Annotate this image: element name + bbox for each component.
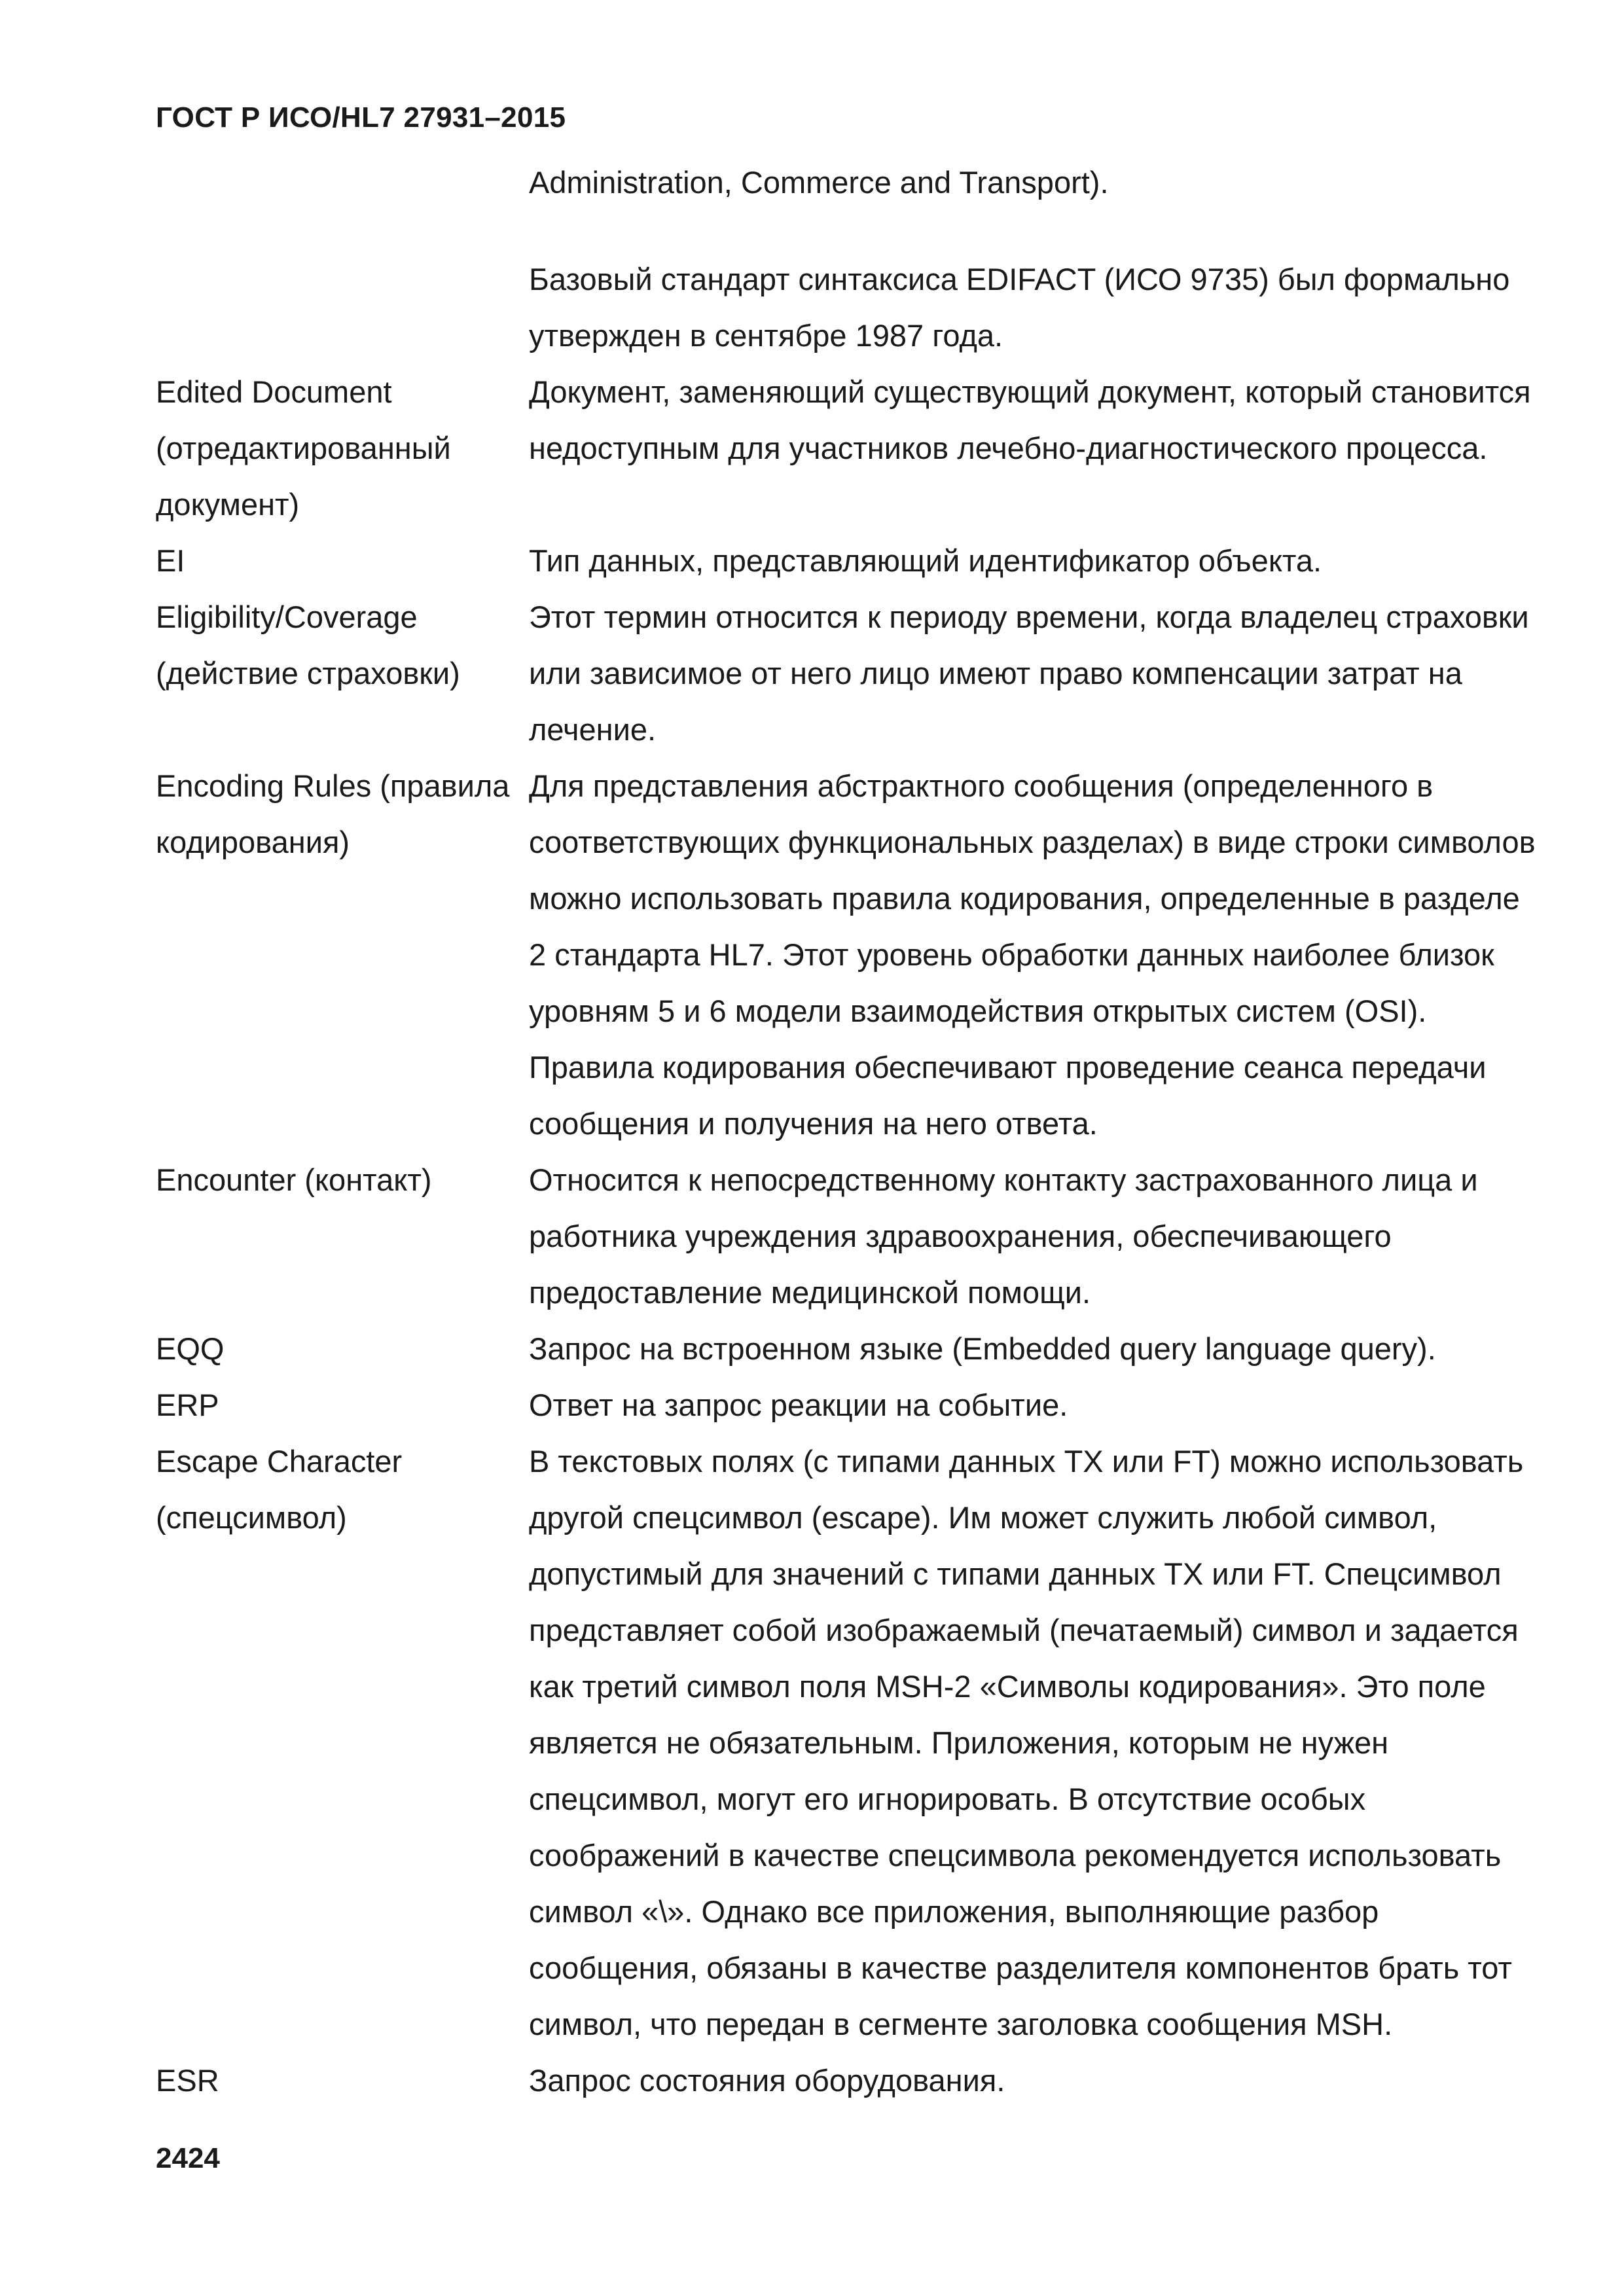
definition-paragraph: Этот термин относится к периоду времени, когда владелец страховки или зависимое от него лицо имеют право компенсации затрат на лечение. <box>529 600 1529 747</box>
glossary-entry-encounter <box>156 1152 1543 1321</box>
glossary-entry-ei <box>156 533 1543 589</box>
glossary-term: ERP <box>156 1388 219 1422</box>
definition-paragraph: Administration, Commerce and Transport). <box>529 165 1109 200</box>
page-header-standard-code: ГОСТ Р ИСО/HL7 27931–2015 <box>156 101 566 134</box>
glossary-definition <box>529 758 1543 1152</box>
definition-paragraph: Запрос состояния оборудования. <box>529 2063 1005 2098</box>
page-number: 2424 <box>156 2142 220 2174</box>
glossary-entry-escape-character <box>156 1433 1543 2053</box>
definition-paragraph: Базовый стандарт синтаксиса EDIFACT (ИСО 9735) был формально утвержден в сентябре 1987 года. <box>529 262 1510 353</box>
glossary-term: Eligibility/Coverage (действие страховки) <box>156 600 460 691</box>
glossary-definition <box>529 1433 1543 2053</box>
glossary-entry-encoding-rules <box>156 758 1543 1152</box>
definition-paragraph: Документ, заменяющий существующий документ, который становится недоступным для участников лечебно-диагностического процесса. <box>529 374 1531 465</box>
glossary-entry-eligibility-coverage <box>156 589 1543 758</box>
glossary-definition <box>529 154 1543 364</box>
definition-paragraph: Для представления абстрактного сообщения (определенного в соответствующих функциональных разделах) в виде строки символов можно использовать правила кодирования, определенные в разделе 2 стандарта HL7. Этот уровень обработки данных наиболее близок уровням 5 и 6 модели взаимодействия открытых систем (OSI). Правила кодирования обеспечивают проведение сеанса передачи сообщения и получения на него ответа. <box>529 768 1536 1141</box>
glossary-term: EQQ <box>156 1331 225 1366</box>
glossary-term: Escape Character (спецсимвол) <box>156 1444 403 1535</box>
glossary-entry-eqq <box>156 1321 1543 1377</box>
glossary-definition <box>529 1321 1543 1377</box>
glossary-term: EI <box>156 543 185 578</box>
glossary-definition <box>529 589 1543 758</box>
glossary-entry-esr <box>156 2053 1543 2109</box>
glossary-entry-edifact-continued <box>156 154 1543 364</box>
glossary-definition <box>529 364 1543 533</box>
definition-paragraph: В текстовых полях (с типами данных TX или FT) можно использовать другой спецсимвол (escape). Им может служить любой символ, допустимый для значений с типами данных TX или FT. Спецсимвол представляет собой изображаемый (печатаемый) символ и задается как третий символ поля MSH-2 «Символы кодирования». Это поле является не обязательным. Приложения, которым не нужен спецсимвол, могут его игнорировать. В отсутствие особых соображений в качестве спецсимвола рекомендуется использовать символ «\». Однако все приложения, выполняющие разбор сообщения, обязаны в качестве разделителя компонентов брать тот символ, что передан в сегменте заголовка сообщения MSH. <box>529 1444 1524 2041</box>
glossary-definition <box>529 2053 1543 2109</box>
definition-paragraph: Запрос на встроенном языке (Embedded query language query). <box>529 1331 1436 1366</box>
definition-paragraph: Ответ на запрос реакции на событие. <box>529 1388 1068 1422</box>
glossary-term: Edited Document (отредактированный документ) <box>156 374 451 522</box>
glossary-term: Encounter (контакт) <box>156 1162 432 1197</box>
glossary-term: Encoding Rules (правила кодирования) <box>156 768 510 859</box>
glossary-list <box>156 154 1543 2109</box>
definition-paragraph: Относится к непосредственному контакту застрахованного лица и работника учреждения здравоохранения, обеспечивающего предоставление медицинской помощи. <box>529 1162 1478 1310</box>
glossary-definition <box>529 1152 1543 1321</box>
glossary-definition <box>529 533 1543 589</box>
glossary-entry-erp <box>156 1377 1543 1433</box>
definition-paragraph: Тип данных, представляющий идентификатор объекта. <box>529 543 1322 578</box>
glossary-definition <box>529 1377 1543 1433</box>
glossary-term: ESR <box>156 2063 219 2098</box>
glossary-term <box>156 154 529 364</box>
glossary-entry-edited-document <box>156 364 1543 533</box>
